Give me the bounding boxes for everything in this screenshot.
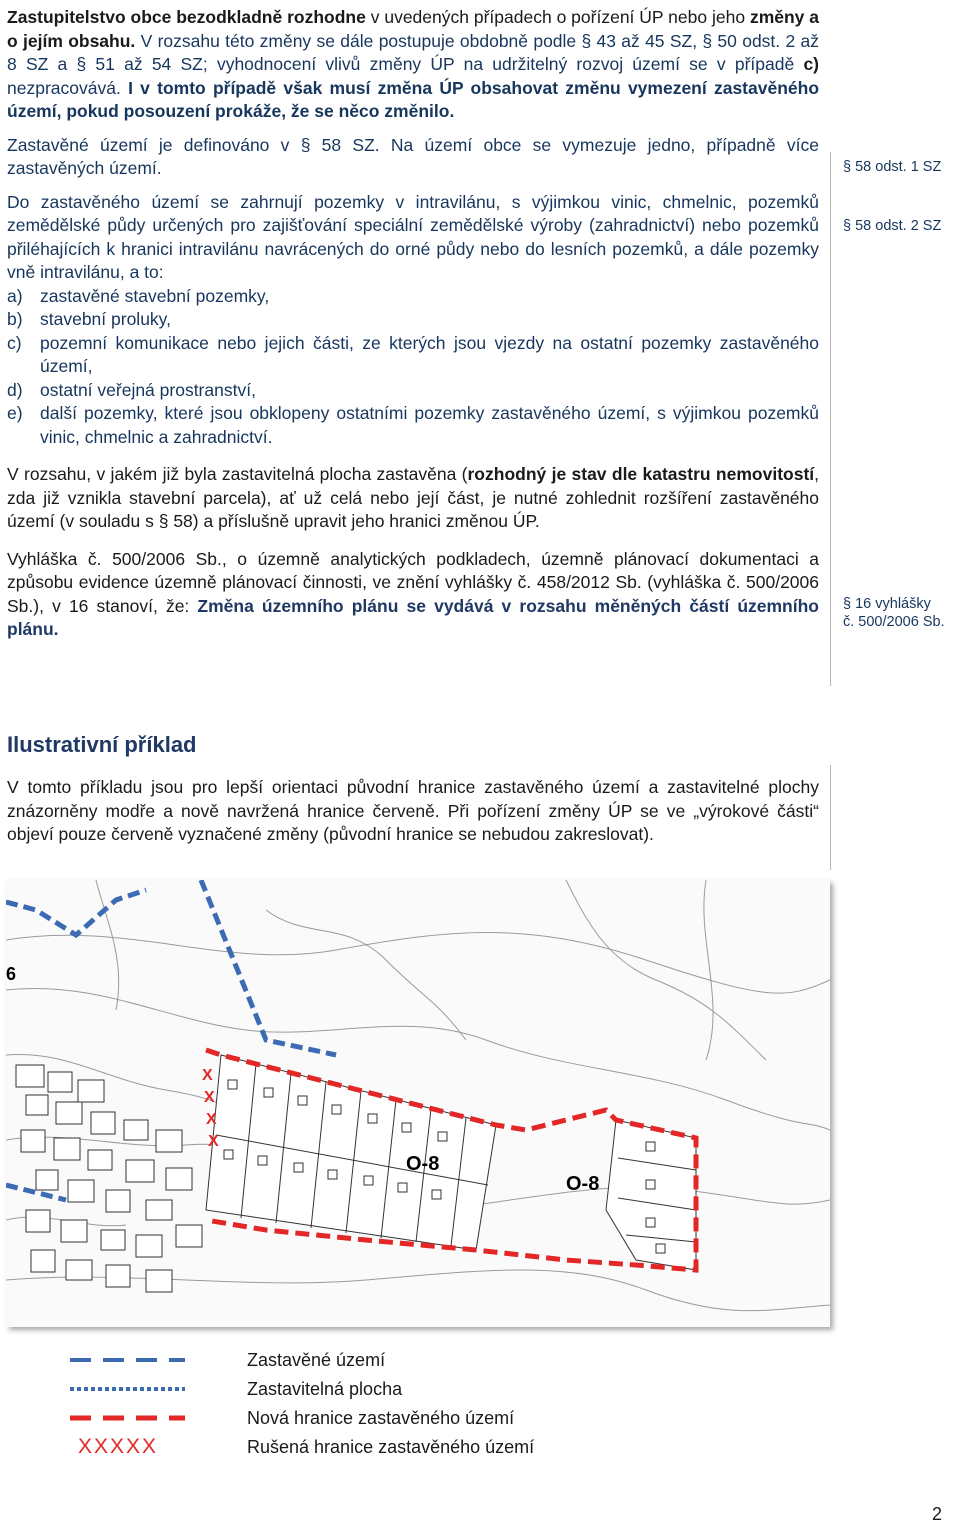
list-item: [7, 402, 819, 449]
cadastral-map: [6, 880, 830, 1327]
list-item-text: pozemní komunikace nebo jejich části, ze kterých jsou vjezdy na ostatní pozemky zastavěného území,: [40, 332, 819, 376]
p5-bold: Změna územního plánu se vydává v rozsahu měněných částí územního plánu.: [7, 595, 819, 639]
list-item-letter: a): [7, 285, 23, 306]
list-item: [7, 332, 819, 379]
paragraph-5: [7, 548, 819, 642]
p4-text-2: , zda již vznikla stavební parcela), ať už celá nebo její část, je nutné zohlednit rozšíření zastavěného území (v souladu s § 58) a příslušně upravit jeho hranici změnou ÚP.: [7, 464, 820, 531]
example-divider: [830, 765, 831, 870]
legend-red-dash-icon: [70, 1406, 185, 1432]
example-heading: Ilustrativní příklad: [7, 732, 197, 757]
paragraph-3: Do zastavěného území se zahrnují pozemky v intravilánu, s výjimkou vinic, chmelnic, pozemků zemědělské půdy určených pro zajišťování speciální zemědělské výroby (zahradnictví) nebo pozemků přiléhajících k hranici intravilánu navrácených do orné půdy nebo do lesních pozemků, a dále pozemky vně intravilánu, a to:: [7, 191, 819, 282]
legend-label: Nová hranice zastavěného území: [247, 1408, 515, 1428]
legend-item-new-boundary: [70, 1406, 590, 1432]
map-drawing: [6, 880, 830, 1327]
sidenote-58-1: § 58 odst. 1 SZ: [843, 159, 942, 175]
p1-text-1: v uvedených případech o pořízení ÚP nebo jeho: [365, 7, 750, 27]
list-item-text: stavební proluky,: [40, 309, 171, 329]
map-label-o8-left: O-8: [406, 1153, 440, 1175]
paragraph-4: [7, 463, 819, 534]
sidenote-16-line2: č. 500/2006 Sb.: [843, 614, 945, 630]
legend-label: Zastavěné území: [247, 1350, 386, 1370]
list-item: [7, 285, 819, 309]
list-item: [7, 308, 819, 332]
p1-bold-2: změny a o jejím obsahu.: [7, 7, 820, 51]
svg-text:X: X: [206, 1111, 217, 1128]
list-item-letter: c): [7, 332, 22, 353]
legend-label: Zastavitelná plocha: [247, 1379, 403, 1399]
list-item-text: ostatní veřejná prostranství,: [40, 379, 256, 400]
svg-text:X: X: [208, 1133, 219, 1150]
page-number: 2: [932, 1504, 943, 1524]
legend-blue-dash-icon: [70, 1348, 185, 1374]
map-edge-number: 6: [6, 964, 17, 984]
p4-text-1: V rozsahu, v jakém již byla zastavitelná plocha zastavěna (: [7, 464, 468, 484]
list-item-letter: e): [7, 403, 23, 423]
legend-blue-dot-icon: [70, 1377, 185, 1403]
p1-bold-4: I v tomto případě však musí změna ÚP obsahovat změnu vymezení zastavěného území, pokud posouzení prokáže, že se něco změnilo.: [7, 77, 820, 121]
paragraph-1: [7, 6, 819, 124]
map-label-o8-right: O-8: [566, 1173, 600, 1195]
list-item-text: zastavěné stavební pozemky,: [40, 285, 270, 306]
sidenote-58-2: § 58 odst. 2 SZ: [843, 218, 942, 234]
legend-red-x-icon: XXXXX: [78, 1435, 159, 1458]
p1-text-2: V rozsahu této změny se dále postupuje obdobně podle § 43 až 45 SZ, § 50 odst. 2 až 8 SZ a § 51 až 54 SZ; vyhodnocení vlivů změny ÚP na udržitelný rozvoj území se v případě: [7, 30, 819, 74]
p1-bold-intro: Zastupitelstvo obce bezodkladně rozhodne: [7, 7, 366, 27]
p5-text-1: Vyhláška č. 500/2006 Sb.: [7, 548, 222, 569]
legend-item-removed-boundary: [70, 1435, 590, 1461]
legend-item-built-up: [70, 1348, 590, 1374]
paragraph-2: Zastavěné území je definováno v § 58 SZ. Na území obce se vymezuje jedno, případně více zastavěných území.: [7, 134, 819, 178]
list-item-letter: b): [7, 309, 23, 329]
sidenote-16-line1: § 16 vyhlášky: [843, 596, 931, 612]
p1-text-3: nezpracovává.: [7, 77, 129, 98]
example-text: V tomto příkladu jsou pro lepší orientaci původní hranice zastavěného území a zastavitelné plochy znázorněny modře a nově navržená hranice červeně. Při pořízení změny ÚP se ve „výrokové části“ objeví pouze červeně vyznačené změny (původní hranice se nebudou zakreslovat).: [7, 777, 819, 844]
list-item-letter: d): [7, 379, 23, 400]
list-item-text: další pozemky, které jsou obklopeny ostatními pozemky zastavěného území, s výjimkou pozemků vinic, chmelnic a zahradnictví.: [40, 403, 819, 447]
legend-label: Rušená hranice zastavěného území: [247, 1437, 535, 1457]
legend-item-buildable: [70, 1377, 590, 1403]
svg-text:X: X: [202, 1067, 213, 1084]
main-text: [7, 6, 819, 642]
sidenote-16: [843, 595, 945, 631]
p4-bold: rozhodný je stav dle katastru nemovitostí: [467, 464, 815, 484]
p5-text-2: , o územně analytických podkladech, územně plánovací dokumentaci a způsobu evidence územně plánovací činnosti, ve znění vyhlášky č. 458/2012 Sb. (vyhláška č. 500/2006 Sb.), v 16 stanoví, že:: [7, 548, 819, 616]
svg-text:X: X: [204, 1089, 215, 1106]
margin-divider: [830, 152, 831, 686]
criteria-list: [7, 285, 819, 450]
list-item: [7, 379, 819, 403]
p1-bold-3: c): [803, 54, 819, 74]
